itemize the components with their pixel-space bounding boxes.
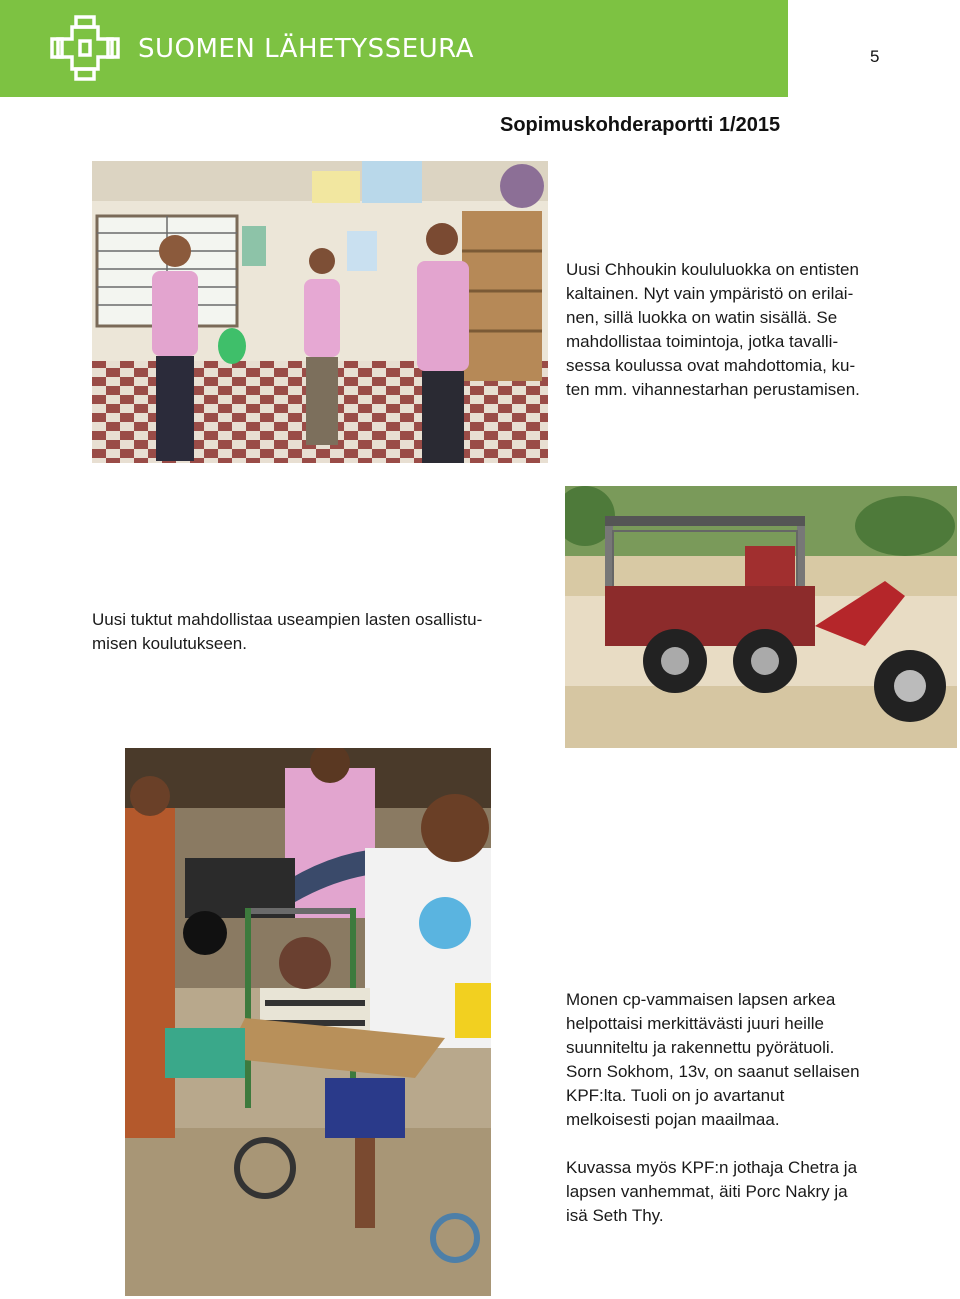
- caption-line: Monen cp-vammaisen lapsen arkea: [566, 990, 836, 1009]
- header-bar: [0, 0, 788, 97]
- org-name: SUOMEN LÄHETYSSEURA: [138, 34, 474, 64]
- wheelchair-caption: [566, 988, 926, 1228]
- caption-line: melkoisesti pojan maailmaa.: [566, 1110, 780, 1129]
- wheelchair-photo: [125, 748, 491, 1296]
- caption-line: misen koulutukseen.: [92, 634, 247, 653]
- caption-line: Sorn Sokhom, 13v, on saanut sellaisen: [566, 1062, 860, 1081]
- caption-line: Uusi tuktut mahdollistaa useampien lasten osallistu-: [92, 610, 483, 629]
- tuktuk-caption: [92, 608, 532, 656]
- caption-line: KPF:lta. Tuoli on jo avartanut: [566, 1086, 785, 1105]
- caption-line: helpottaisi merkittävästi juuri heille: [566, 1014, 824, 1033]
- caption-line: Uusi Chhoukin koululuokka on entisten: [566, 260, 859, 279]
- caption-line: suunniteltu ja rakennettu pyörätuoli.: [566, 1038, 835, 1057]
- caption-spacer: [566, 1132, 926, 1156]
- caption-line: ten mm. vihannestarhan perustamisen.: [566, 380, 860, 399]
- caption-line: lapsen vanhemmat, äiti Porc Nakry ja: [566, 1182, 848, 1201]
- page-number: 5: [870, 47, 880, 66]
- caption-line: kaltainen. Nyt vain ympäristö on erilai-: [566, 284, 854, 303]
- caption-line: Kuvassa myös KPF:n jothaja Chetra ja: [566, 1158, 858, 1177]
- cross-logo-icon: [50, 13, 120, 83]
- classroom-photo: [92, 161, 548, 463]
- tuktuk-photo: [565, 486, 957, 748]
- report-title: Sopimuskohderaportti 1/2015: [500, 114, 781, 136]
- caption-line: nen, sillä luokka on watin sisällä. Se: [566, 308, 838, 327]
- caption-line: sessa koulussa ovat mahdottomia, ku-: [566, 356, 856, 375]
- caption-line: isä Seth Thy.: [566, 1206, 664, 1225]
- caption-line: mahdollistaa toimintoja, jotka tavalli-: [566, 332, 839, 351]
- classroom-caption: [566, 258, 906, 402]
